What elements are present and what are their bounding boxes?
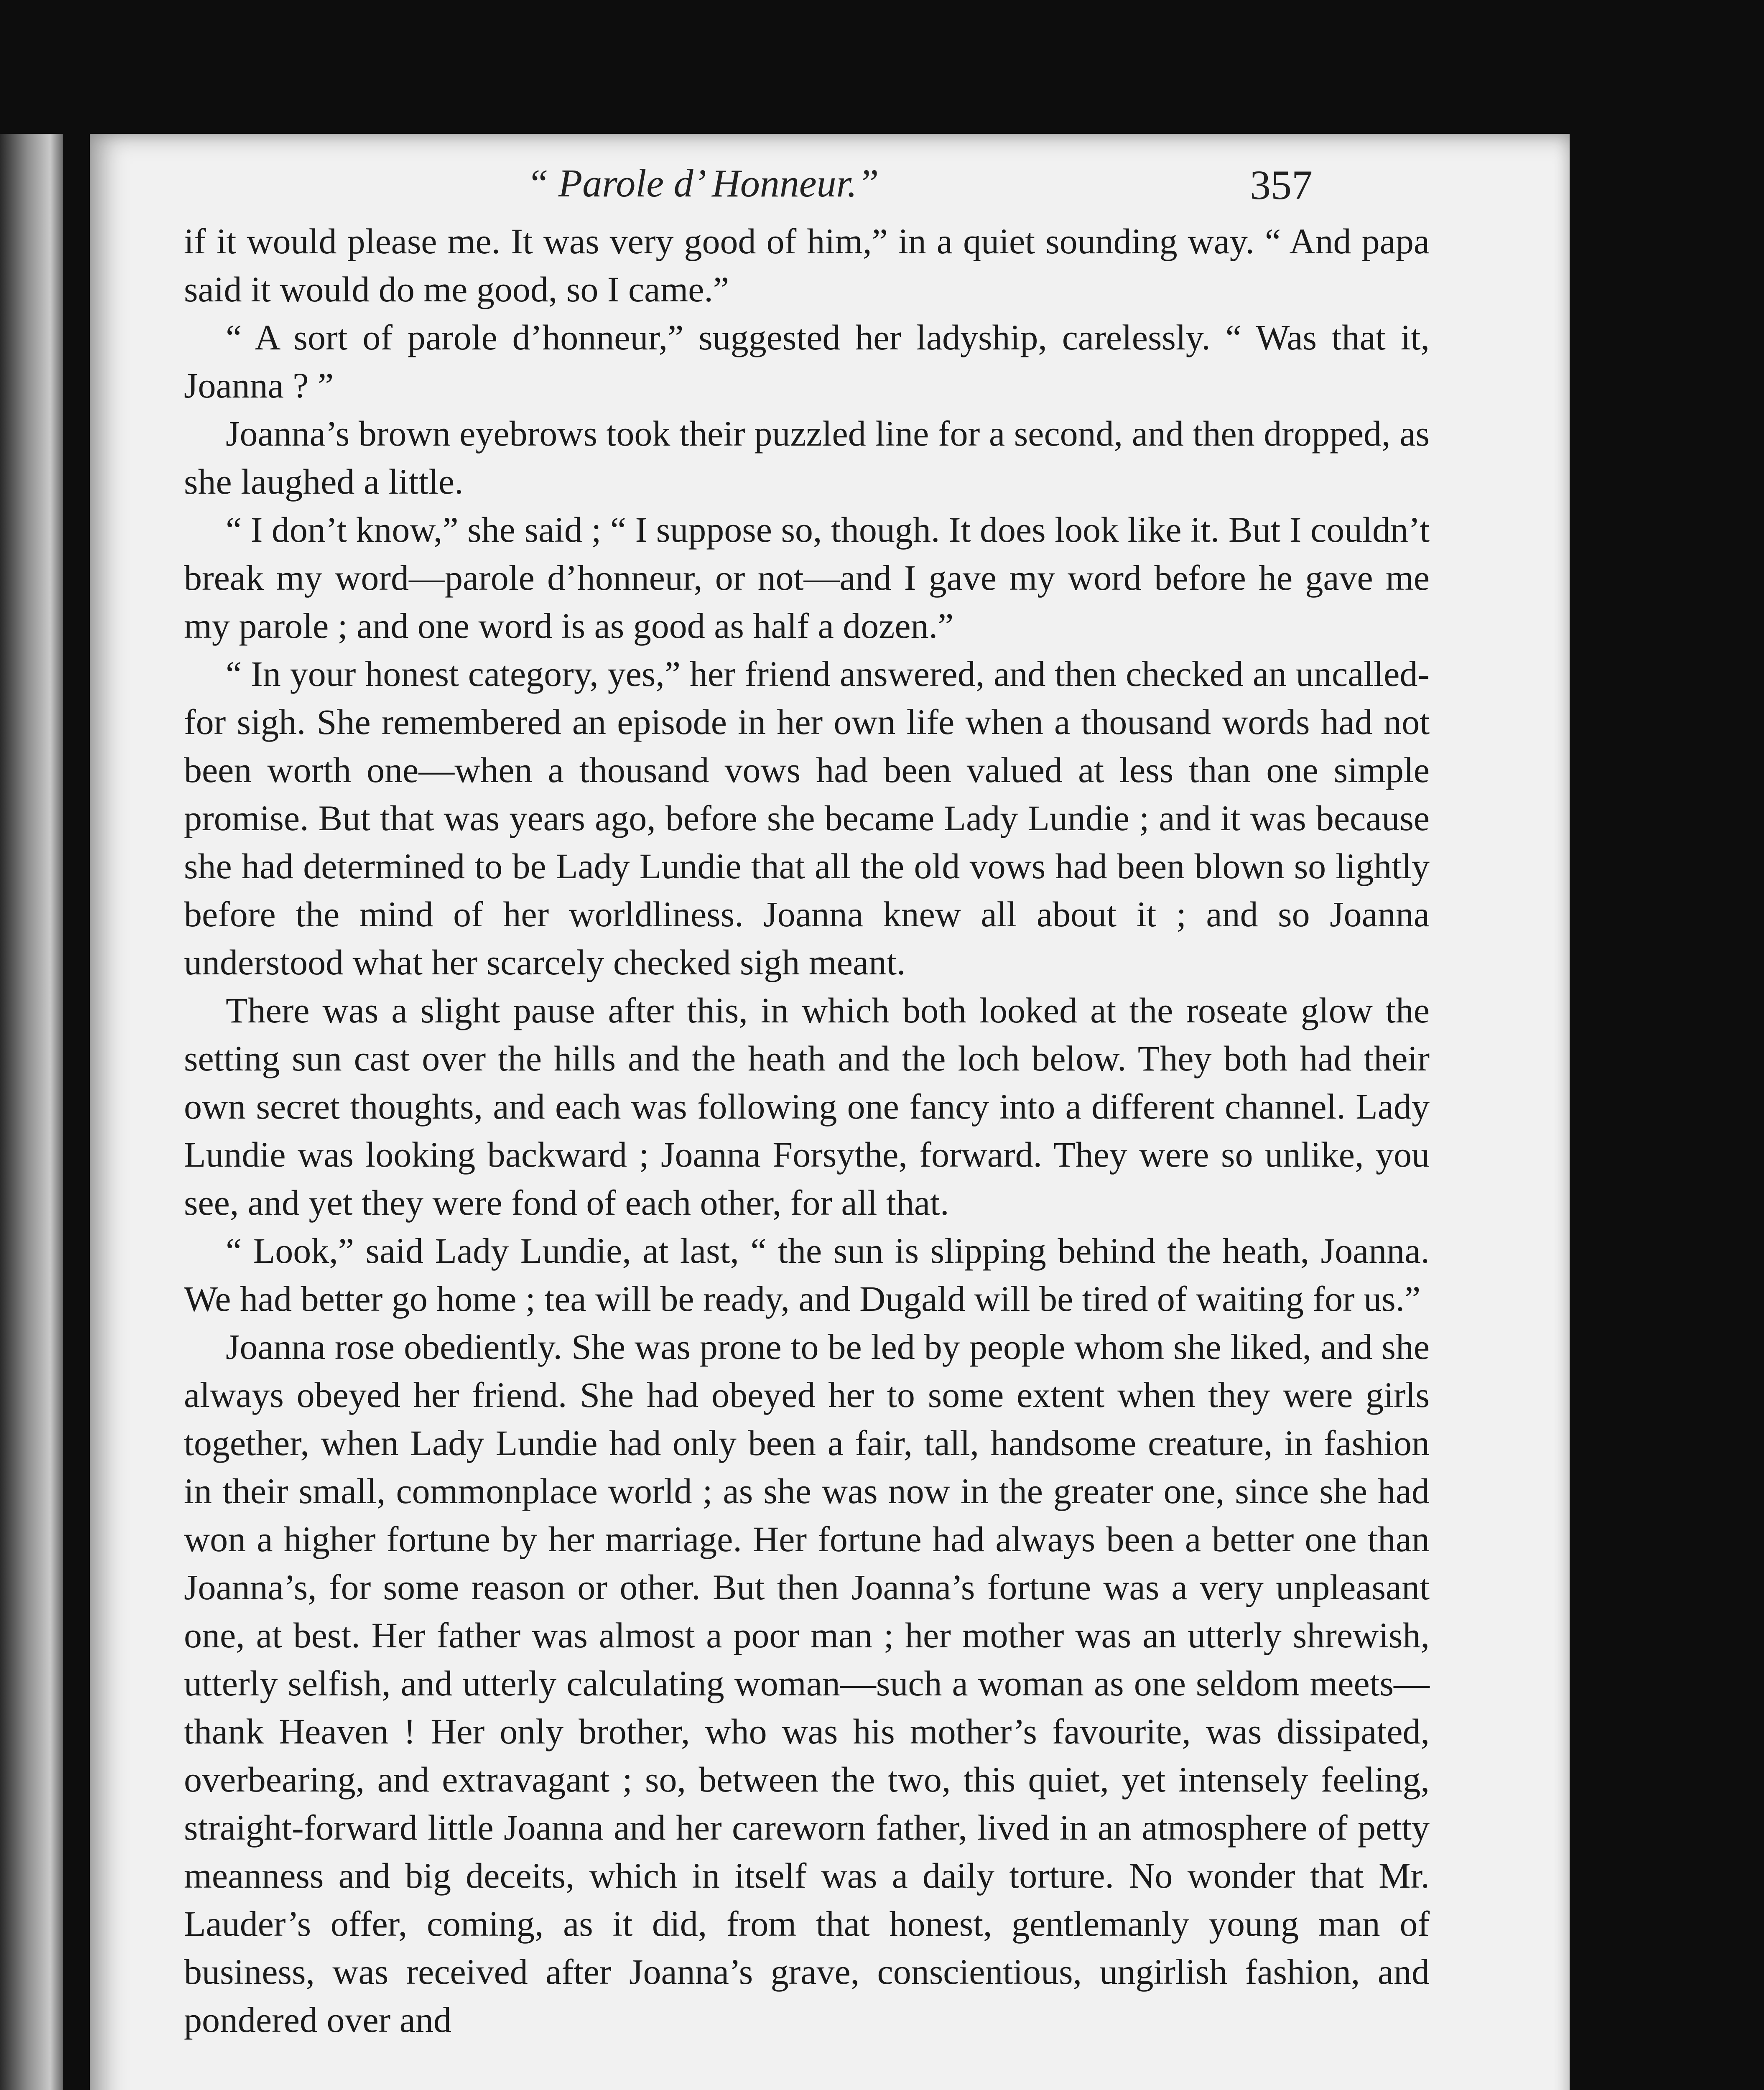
body-text [184,217,1430,2044]
paragraph: “ A sort of parole d’honneur,” suggested her ladyship, carelessly. “ Was that it, Joanna ? ” [184,317,1430,405]
left-page-edge [0,134,63,2090]
paragraph: “ Look,” said Lady Lundie, at last, “ the sun is slipping behind the heath, Joanna. We had better go home ; tea will be ready, and Dugald will be tired of waiting for us.” [184,1231,1430,1319]
paragraph: Joanna’s brown eyebrows took their puzzled line for a second, and then dropped, as she laughed a little. [184,413,1430,502]
paragraph: Joanna rose obediently. She was prone to be led by people whom she liked, and she always obeyed her friend. She had obeyed her to some extent when they were girls together, when Lady Lundie had only been a fair, tall, handsome creature, in fashion in their small, commonplace world ; as she was now in the greater one, since she had won a higher fortune by her marriage. Her fortune had always been a better one than Joanna’s, for some reason or other. But then Joanna’s fortune was a very unpleasant one, at best. Her father was almost a poor man ; her mother was an utterly shrewish, utterly selfish, and utterly calculating woman—such a woman as one seldom meets—thank Heaven ! Her only brother, who was his mother’s favourite, was dissipated, overbearing, and extravagant ; so, between the two, this quiet, yet intensely feeling, straight-forward little Joanna and her careworn father, lived in an atmosphere of petty meanness and big deceits, which in itself was a daily torture. No wonder that Mr. Lauder’s offer, coming, as it did, from that honest, gentlemanly young man of business, was received after Joanna’s grave, conscientious, ungirlish fashion, and pondered over and [184,1327,1430,2040]
page-number: 357 [1250,162,1313,208]
paragraph: “ In your honest category, yes,” her friend answered, and then checked an uncalled-for sigh. She remembered an episode in her own life when a thousand words had not been worth one—when a thousand vows had been valued at less than one simple promise. But that was years ago, before she became Lady Lundie ; and it was because she had determined to be Lady Lundie that all the old vows had been blown so lightly before the mind of her worldliness. Joanna knew all about it ; and so Joanna understood what her scarcely checked sigh meant. [184,654,1430,982]
page-header [527,161,1313,211]
paragraph: There was a slight pause after this, in which both looked at the roseate glow the setting sun cast over the hills and the heath and the loch below. They both had their own secret thoughts, and each was following one fancy into a different channel. Lady Lundie was looking backward ; Joanna Forsythe, forward. They were so unlike, you see, and yet they were fond of each other, for all that. [184,990,1430,1223]
running-title: “ Parole d’ Honneur.” [527,162,879,205]
paragraph: “ I don’t know,” she said ; “ I suppose so, though. It does look like it. But I couldn’t break my word—parole d’honneur, or not—and I gave my word before he gave me my parole ; and one word is as good as half a dozen.” [184,510,1430,646]
paragraph: if it would please me. It was very good of him,” in a quiet sounding way. “ And papa said it would do me good, so I came.” [184,221,1430,309]
